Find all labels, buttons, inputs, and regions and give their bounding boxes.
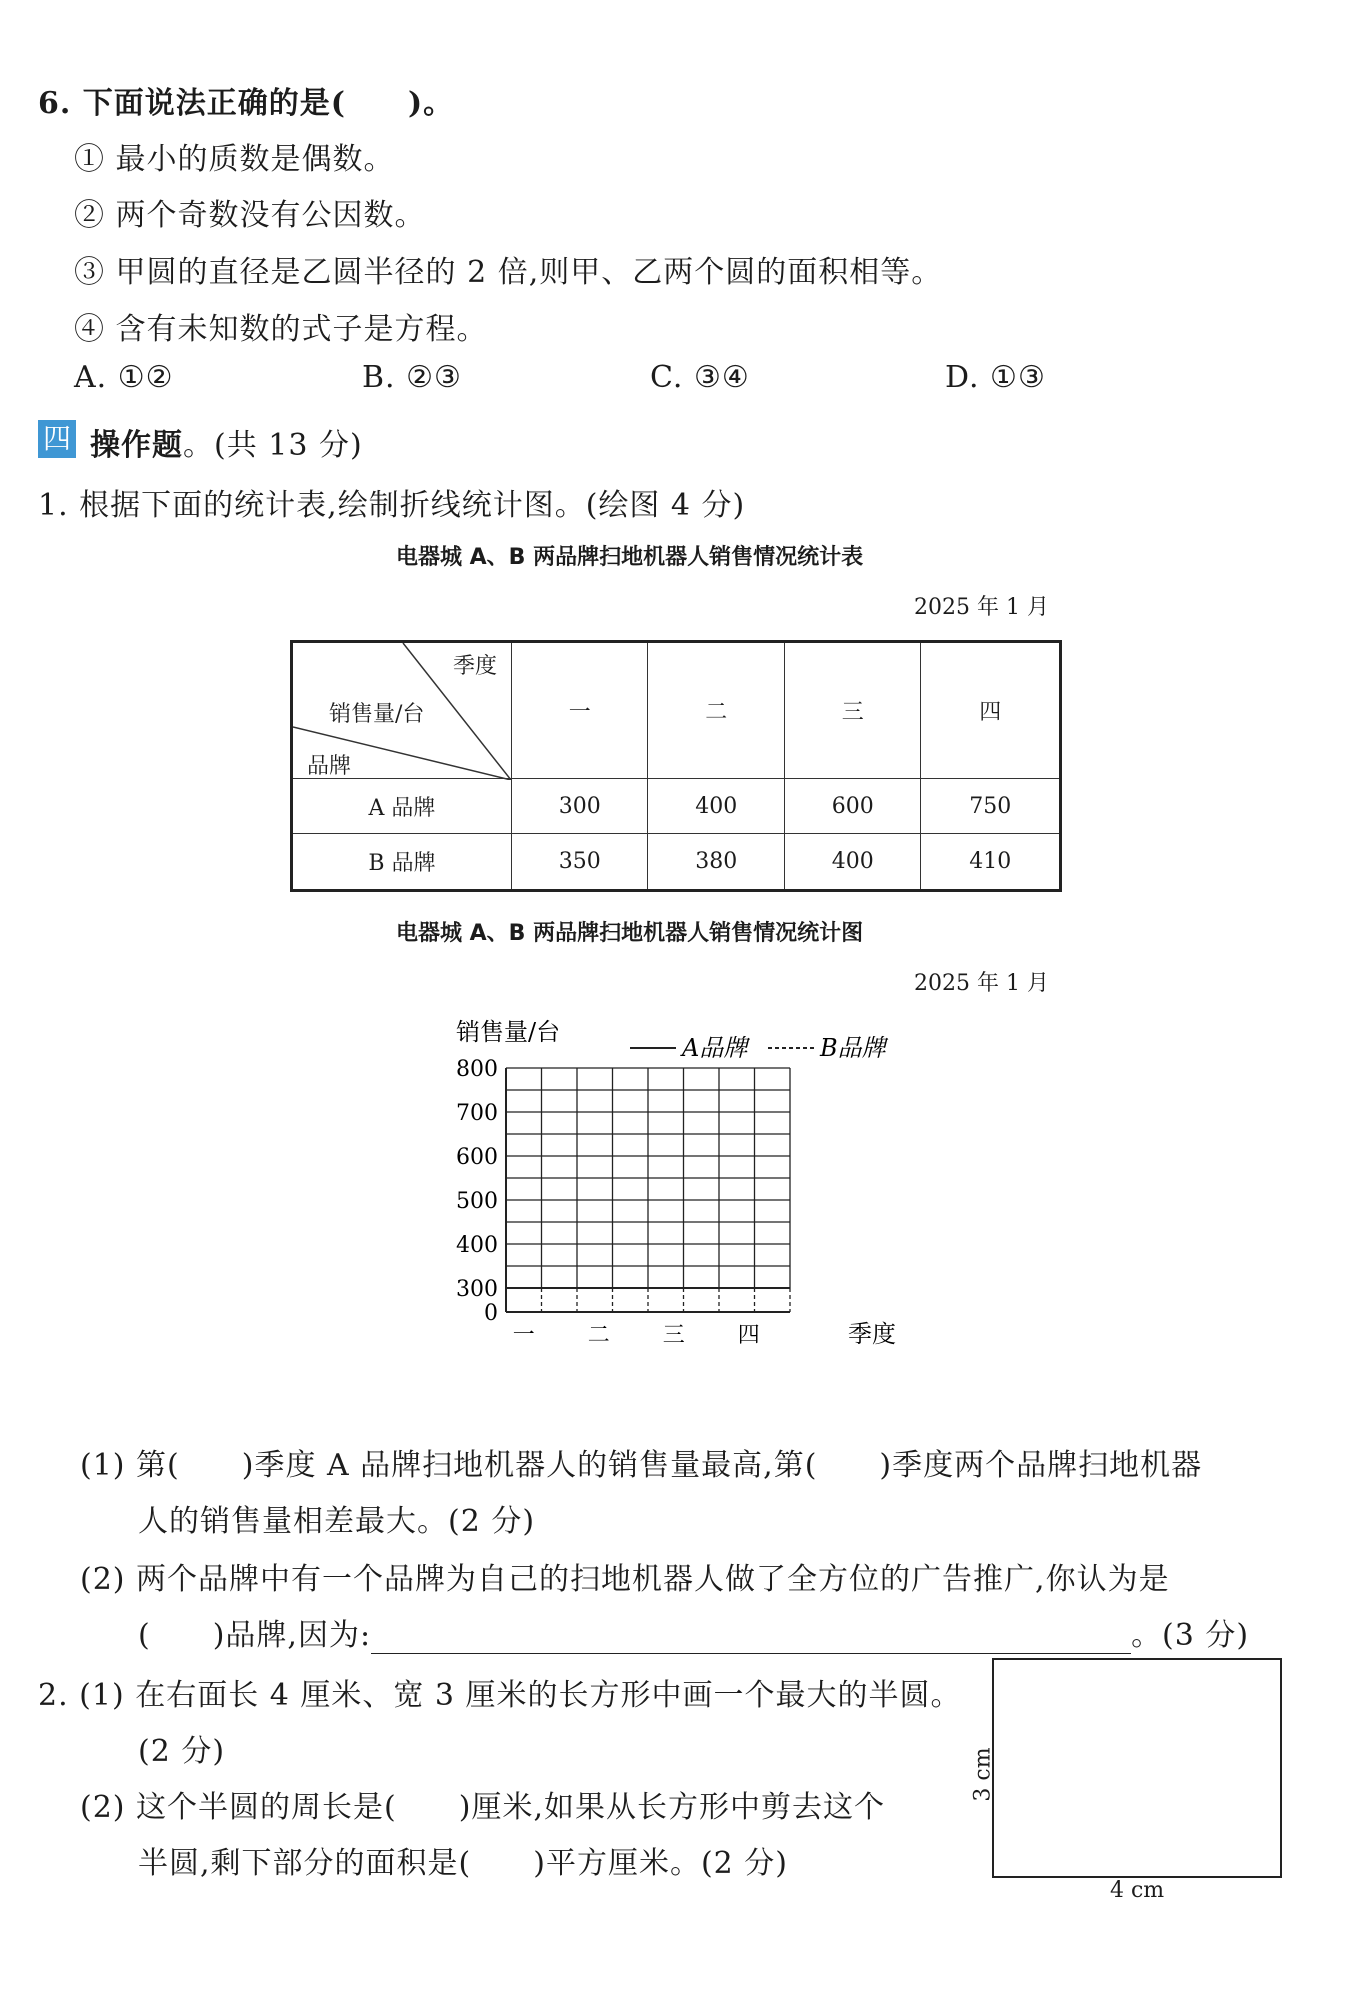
x-category-label: 三 bbox=[662, 1323, 685, 1348]
y-tick-label: 600 bbox=[456, 1145, 498, 1170]
table-corner-cell bbox=[292, 642, 512, 779]
table-col-header: 二 bbox=[648, 642, 784, 779]
sales-table bbox=[290, 640, 1062, 892]
table-date: 2025 年 1 月 bbox=[914, 595, 1049, 620]
corner-label-sales: 销售量/台 bbox=[329, 702, 425, 727]
q6-statement-2: ② 两个奇数没有公因数。 bbox=[74, 198, 426, 233]
y-tick-label: 0 bbox=[484, 1301, 498, 1326]
op2-line2: (2 分) bbox=[138, 1734, 226, 1769]
op1-sub2-line1: (2) 两个品牌中有一个品牌为自己的扫地机器人做了全方位的广告推广,你认为是 bbox=[80, 1562, 1170, 1597]
table-cell: 300 bbox=[512, 779, 648, 834]
table-col-header: 一 bbox=[512, 642, 648, 779]
section-score: 。(共 13 分) bbox=[183, 428, 363, 463]
row-label: A 品牌 bbox=[292, 779, 512, 834]
table-cell: 400 bbox=[784, 834, 920, 891]
chart-xlabel: 季度 bbox=[848, 1320, 896, 1348]
row-label: B 品牌 bbox=[292, 834, 512, 891]
chart-date: 2025 年 1 月 bbox=[914, 971, 1049, 996]
q6-statement-1: ① 最小的质数是偶数。 bbox=[74, 142, 395, 177]
legend-b: B品牌 bbox=[820, 1034, 886, 1062]
section-heading bbox=[90, 420, 363, 464]
op1-sub1-line1: (1) 第( )季度 A 品牌扫地机器人的销售量最高,第( )季度两个品牌扫地机器 bbox=[80, 1448, 1203, 1483]
x-category-label: 一 bbox=[512, 1323, 535, 1348]
q6-statement-3: ③ 甲圆的直径是乙圆半径的 2 倍,则甲、乙两个圆的面积相等。 bbox=[74, 255, 943, 290]
op1-sub1-line2: 人的销售量相差最大。(2 分) bbox=[138, 1504, 536, 1539]
op1-sub2-score: 。(3 分) bbox=[1131, 1618, 1250, 1653]
y-tick-label: 300 bbox=[456, 1277, 498, 1302]
op2-line3: (2) 这个半圆的周长是( )厘米,如果从长方形中剪去这个 bbox=[80, 1790, 885, 1825]
x-category-label: 二 bbox=[587, 1323, 610, 1348]
op2-line4: 半圆,剩下部分的面积是( )平方厘米。(2 分) bbox=[138, 1846, 788, 1881]
rect-height-label: 3 cm bbox=[970, 1747, 996, 1802]
q6-option-b: B. ②③ bbox=[362, 360, 462, 395]
chart-legend bbox=[630, 1034, 889, 1062]
table-cell: 410 bbox=[921, 834, 1061, 891]
y-tick-label: 800 bbox=[456, 1057, 498, 1082]
section-badge: 四 bbox=[38, 420, 76, 458]
op1-sub2-brand-blank: ( )品牌,因为: bbox=[138, 1618, 372, 1653]
legend-a: A品牌 bbox=[682, 1034, 748, 1062]
op1-sub2-line2 bbox=[138, 1610, 1249, 1654]
table-col-header: 三 bbox=[784, 642, 920, 779]
table-cell: 600 bbox=[784, 779, 920, 834]
table-title: 电器城 A、B 两品牌扫地机器人销售情况统计表 bbox=[396, 545, 864, 570]
rect-width-label: 4 cm bbox=[1110, 1878, 1165, 1903]
y-tick-label: 700 bbox=[456, 1101, 498, 1126]
corner-label-brand: 品牌 bbox=[307, 754, 352, 779]
table-cell: 350 bbox=[512, 834, 648, 891]
table-cell: 380 bbox=[648, 834, 784, 891]
chart-grid bbox=[506, 1068, 790, 1312]
op2-line1: 2. (1) 在右面长 4 厘米、宽 3 厘米的长方形中画一个最大的半圆。 bbox=[38, 1678, 962, 1713]
table-cell: 750 bbox=[921, 779, 1061, 834]
chart-y-ticks bbox=[456, 1057, 498, 1326]
x-category-label: 四 bbox=[737, 1323, 760, 1348]
corner-label-quarter: 季度 bbox=[453, 654, 498, 679]
line-chart bbox=[450, 1010, 920, 1410]
y-tick-label: 500 bbox=[456, 1189, 498, 1214]
y-tick-label: 400 bbox=[456, 1233, 498, 1258]
q6-option-c: C. ③④ bbox=[650, 360, 750, 395]
op1-stem: 1. 根据下面的统计表,绘制折线统计图。(绘图 4 分) bbox=[38, 488, 746, 523]
table-row bbox=[292, 834, 1061, 891]
reason-answer-line[interactable] bbox=[371, 1623, 1131, 1654]
table-row bbox=[292, 779, 1061, 834]
table-col-header: 四 bbox=[921, 642, 1061, 779]
q6-statement-4: ④ 含有未知数的式子是方程。 bbox=[74, 312, 488, 347]
q6-option-d: D. ①③ bbox=[945, 360, 1046, 395]
section-title: 操作题 bbox=[90, 428, 183, 463]
table-cell: 400 bbox=[648, 779, 784, 834]
q6-option-a: A. ①② bbox=[74, 360, 174, 395]
chart-title: 电器城 A、B 两品牌扫地机器人销售情况统计图 bbox=[396, 921, 864, 946]
rectangle-4x3[interactable] bbox=[992, 1658, 1282, 1878]
q6-stem: 6. 下面说法正确的是( )。 bbox=[38, 86, 455, 121]
chart-ylabel: 销售量/台 bbox=[456, 1018, 561, 1046]
chart-categories bbox=[513, 1323, 760, 1348]
